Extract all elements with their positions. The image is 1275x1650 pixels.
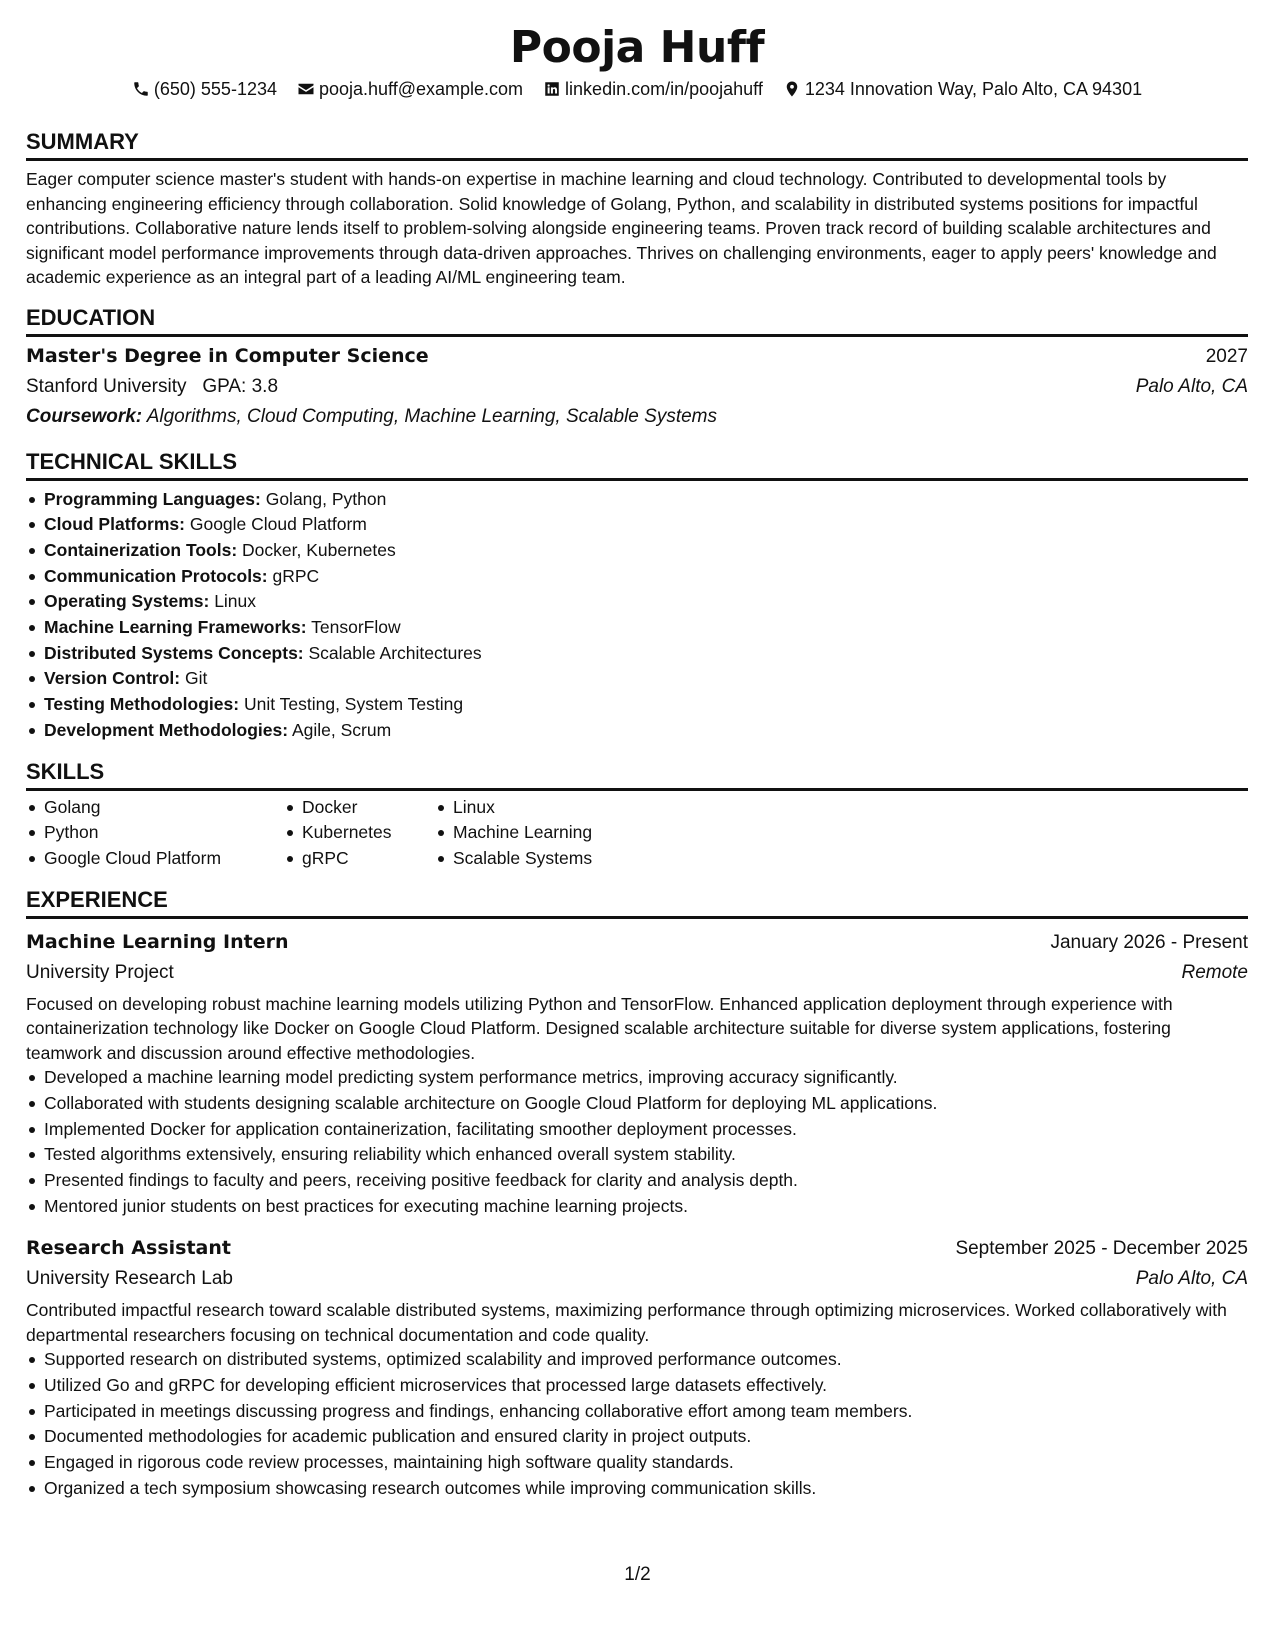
graduation-year: 2027 <box>1205 345 1248 367</box>
skill-value: Golang, Python <box>260 488 387 509</box>
skill-label: Operating Systems: <box>44 591 210 612</box>
school-location: Palo Alto, CA <box>1135 375 1248 397</box>
section-title-technical-skills: TECHNICAL SKILLS <box>26 448 1248 481</box>
list-item: Golang <box>44 795 284 821</box>
phone-icon <box>132 80 150 98</box>
coursework-label: Coursework: <box>26 405 143 427</box>
summary-text: Eager computer science master's student with hands-on expertise in machine learning and cloud technology. Contributed to developmental tools by enhancing engineering efficiency through collaboration. Solid knowledge of Golang, Python, and scalability in distributed systems positions for impactful contributions. Collaborative nature lends itself to problem-solving alongside engineering teams. Proven track record of building scalable architectures and significant model performance improvements through data-driven approaches. Thrives on challenging environments, eager to apply peers' knowledge and academic experience as an integral part of a leading AI/ML engineering team. <box>26 169 1217 287</box>
job-bullets <box>26 1347 1248 1501</box>
section-title-skills: SKILLS <box>26 758 1248 791</box>
contact-email[interactable] <box>297 76 523 102</box>
contact-phone <box>132 76 277 102</box>
page-number: 1/2 <box>624 1564 651 1585</box>
linkedin-link[interactable]: linkedin.com/in/poojahuff <box>565 79 763 99</box>
experience-entry <box>26 1233 1248 1501</box>
job-title: Research Assistant <box>26 1237 231 1260</box>
list-item <box>44 641 1248 667</box>
address-text: 1234 Innovation Way, Palo Alto, CA 94301 <box>804 79 1143 99</box>
skill-value: Git <box>180 668 208 689</box>
skills-column-1 <box>26 795 284 872</box>
list-item: gRPC <box>302 846 435 872</box>
skill-value: TensorFlow <box>306 617 401 638</box>
skill-label: Version Control: <box>44 668 181 689</box>
section-title-education: EDUCATION <box>26 304 1248 337</box>
experience-entry <box>26 927 1248 1220</box>
list-item <box>44 692 1248 718</box>
job-organization: University Research Lab <box>26 1268 233 1290</box>
list-item: Documented methodologies for academic publication and ensured clarity in project outputs. <box>44 1424 1248 1450</box>
job-location: Palo Alto, CA <box>1135 1268 1248 1290</box>
skills-column-2 <box>284 795 435 872</box>
skills-section <box>26 758 1248 872</box>
skill-label: Communication Protocols: <box>44 565 268 586</box>
skill-label: Testing Methodologies: <box>44 694 240 715</box>
list-item: Linux <box>453 795 592 821</box>
skill-label: Machine Learning Frameworks: <box>44 617 307 638</box>
skill-value: Scalable Architectures <box>303 642 482 663</box>
skill-value: gRPC <box>267 565 320 586</box>
education-section <box>26 304 1248 432</box>
contact-address <box>783 76 1142 102</box>
technical-skills-list <box>26 487 1248 744</box>
list-item: Participated in meetings discussing progress and findings, enhancing collaborative effort among team members. <box>44 1399 1248 1425</box>
list-item: Scalable Systems <box>453 846 592 872</box>
job-dates: September 2025 - December 2025 <box>955 1238 1248 1260</box>
job-summary: Focused on developing robust machine learning models utilizing Python and TensorFlow. Enhanced application deployment through experience with containerization technology like Docker on Google Cloud Platform. Designed scalable architecture suitable for diverse system applications, fostering teamwork and discussion around effective methodologies. <box>26 993 1173 1063</box>
list-item: Tested algorithms extensively, ensuring reliability which enhanced overall system stability. <box>44 1142 1248 1168</box>
degree-name: Master's Degree in Computer Science <box>26 344 429 367</box>
list-item: Google Cloud Platform <box>44 846 284 872</box>
section-title-experience: EXPERIENCE <box>26 886 1248 919</box>
skill-value: Docker, Kubernetes <box>237 539 396 560</box>
list-item: Utilized Go and gRPC for developing efficient microservices that processed large datasets effectively. <box>44 1373 1248 1399</box>
skill-label: Distributed Systems Concepts: <box>44 642 304 663</box>
skill-value: Agile, Scrum <box>288 719 392 740</box>
technical-skills-section <box>26 448 1248 744</box>
list-item: Implemented Docker for application containerization, facilitating smoother deployment processes. <box>44 1117 1248 1143</box>
envelope-icon <box>297 80 315 98</box>
list-item <box>44 564 1248 590</box>
list-item: Docker <box>302 795 435 821</box>
email-link[interactable]: pooja.huff@example.com <box>318 79 524 99</box>
job-summary: Contributed impactful research toward scalable distributed systems, maximizing performance through optimizing microservices. Worked collaboratively with departmental researchers focusing on technical documentation and code quality. <box>26 1300 1227 1345</box>
phone-text: (650) 555-1234 <box>153 79 277 99</box>
list-item <box>44 666 1248 692</box>
list-item: Presented findings to faculty and peers, receiving positive feedback for clarity and analysis depth. <box>44 1168 1248 1194</box>
list-item: Engaged in rigorous code review processes, maintaining high software quality standards. <box>44 1450 1248 1476</box>
list-item: Developed a machine learning model predicting system performance metrics, improving accuracy significantly. <box>44 1065 1248 1091</box>
job-title: Machine Learning Intern <box>26 930 289 953</box>
skill-value: Linux <box>209 591 257 612</box>
job-dates: January 2026 - Present <box>1050 931 1248 953</box>
candidate-name: Pooja Huff <box>509 22 765 73</box>
skill-value: Unit Testing, System Testing <box>239 694 464 715</box>
skill-label: Cloud Platforms: <box>44 514 185 535</box>
map-pin-icon <box>783 80 801 98</box>
list-item <box>44 538 1248 564</box>
skill-label: Programming Languages: <box>44 488 261 509</box>
contact-bar <box>26 76 1248 102</box>
job-location: Remote <box>1181 961 1248 983</box>
list-item <box>44 487 1248 513</box>
list-item: Supported research on distributed systems, optimized scalability and improved performance outcomes. <box>44 1347 1248 1373</box>
list-item: Organized a tech symposium showcasing research outcomes while improving communication skills. <box>44 1476 1248 1502</box>
skill-label: Development Methodologies: <box>44 719 289 740</box>
list-item: Kubernetes <box>302 820 435 846</box>
list-item: Collaborated with students designing scalable architecture on Google Cloud Platform for deploying ML applications. <box>44 1091 1248 1117</box>
coursework <box>26 402 1248 432</box>
list-item <box>44 615 1248 641</box>
section-title-summary: SUMMARY <box>26 128 1248 161</box>
skill-label: Containerization Tools: <box>44 539 238 560</box>
list-item: Machine Learning <box>453 820 592 846</box>
experience-section <box>26 886 1248 1502</box>
list-item: Python <box>44 820 284 846</box>
list-item <box>44 512 1248 538</box>
list-item: Mentored junior students on best practices for executing machine learning projects. <box>44 1194 1248 1220</box>
school-gpa: Stanford University GPA: 3.8 <box>26 375 279 397</box>
list-item <box>44 718 1248 744</box>
summary-section <box>26 128 1248 290</box>
coursework-list: Algorithms, Cloud Computing, Machine Learning, Scalable Systems <box>142 405 717 427</box>
job-organization: University Project <box>26 961 174 983</box>
skills-columns <box>26 795 1248 872</box>
job-bullets <box>26 1065 1248 1219</box>
contact-linkedin[interactable] <box>543 76 763 102</box>
resume-page <box>26 22 1248 1502</box>
skill-value: Google Cloud Platform <box>184 514 367 535</box>
skills-column-3 <box>435 795 592 872</box>
linkedin-icon <box>543 80 561 98</box>
list-item <box>44 589 1248 615</box>
